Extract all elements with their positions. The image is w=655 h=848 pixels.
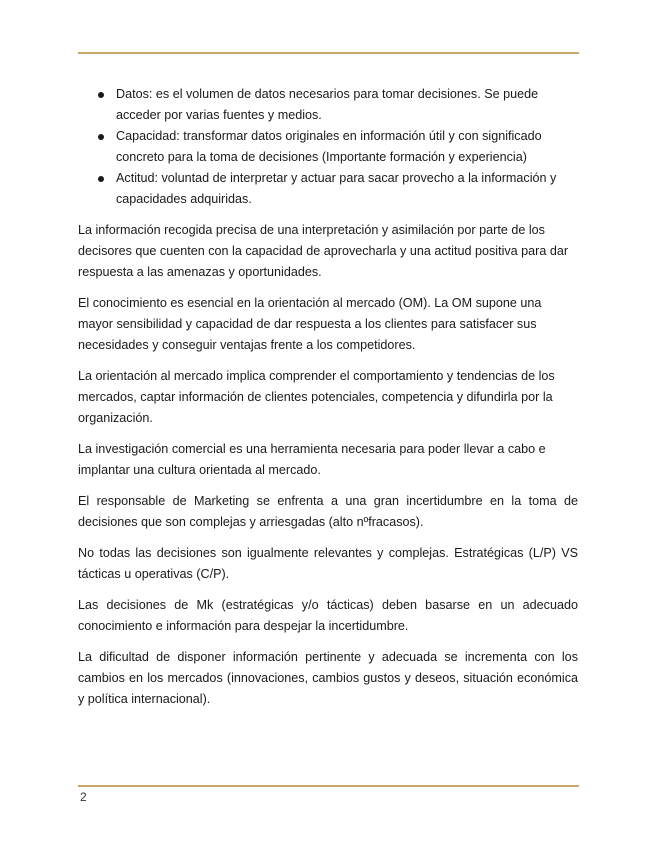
- list-item: [78, 84, 578, 126]
- list-item: [78, 126, 578, 168]
- header-rule: [78, 52, 579, 54]
- bullet-list: [78, 84, 578, 210]
- paragraph: El responsable de Marketing se enfrenta a una gran incertidumbre en la toma de decisiones que son complejas y arriesgadas (alto nºfracasos).: [78, 494, 578, 529]
- paragraph: El conocimiento es esencial en la orientación al mercado (OM). La OM supone una mayor sensibilidad y capacidad de dar respuesta a los clientes para satisfacer sus necesidades y conseguir ventajas frente a los competidores.: [78, 296, 542, 352]
- paragraph: La orientación al mercado implica comprender el comportamiento y tendencias de los mercados, captar información de clientes potenciales, competencia y difundirla por la organización.: [78, 369, 555, 425]
- footer-rule: [78, 785, 579, 787]
- page-content: [78, 84, 578, 720]
- bullet-icon: [98, 134, 104, 140]
- bullet-icon: [98, 92, 104, 98]
- list-item-text: Capacidad: transformar datos originales en información útil y con significado concreto para la toma de decisiones (Importante formación y experiencia): [116, 129, 542, 164]
- page-number: 2: [80, 790, 87, 804]
- paragraph: No todas las decisiones son igualmente relevantes y complejas. Estratégicas (L/P) VS tácticas u operativas (C/P).: [78, 546, 578, 581]
- list-item-text: Datos: es el volumen de datos necesarios para tomar decisiones. Se puede acceder por varias fuentes y medios.: [116, 87, 539, 122]
- paragraph: La información recogida precisa de una interpretación y asimilación por parte de los decisores que cuenten con la capacidad de aprovecharla y una actitud positiva para dar respuesta a las amenazas y oportunidades.: [78, 223, 569, 279]
- paragraph: La dificultad de disponer información pertinente y adecuada se incrementa con los cambios en los mercados (innovaciones, cambios gustos y deseos, situación económica y política internacional).: [78, 650, 578, 706]
- paragraph: La investigación comercial es una herramienta necesaria para poder llevar a cabo e implantar una cultura orientada al mercado.: [78, 442, 546, 477]
- list-item-text: Actitud: voluntad de interpretar y actuar para sacar provecho a la información y capacidades adquiridas.: [116, 171, 557, 206]
- paragraph: Las decisiones de Mk (estratégicas y/o tácticas) deben basarse en un adecuado conocimiento e información para despejar la incertidumbre.: [78, 598, 578, 633]
- bullet-icon: [98, 176, 104, 182]
- list-item: [78, 168, 578, 210]
